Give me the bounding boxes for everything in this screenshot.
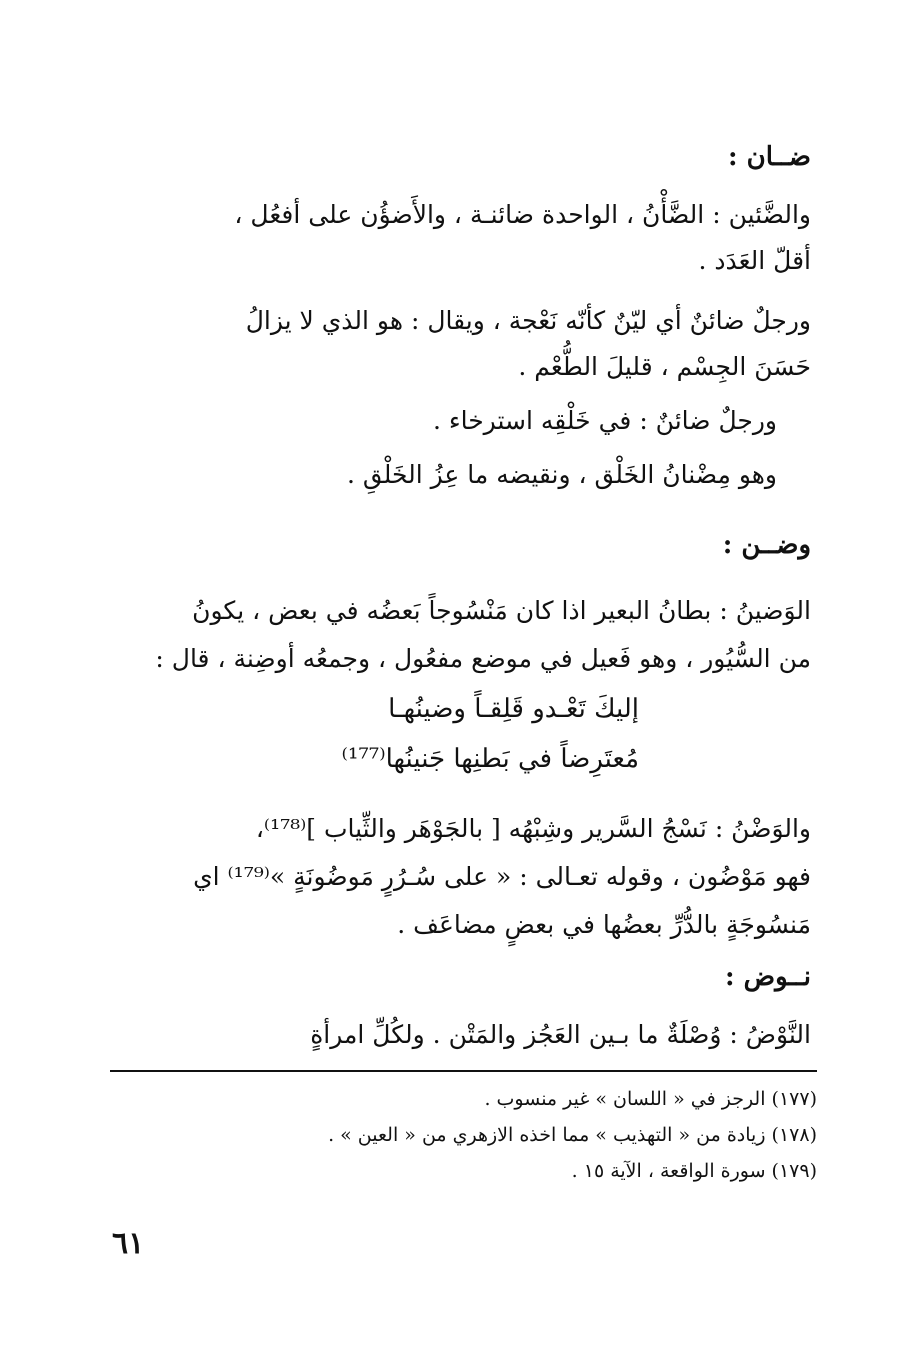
text-line: والضَّئين : الضَّأْنُ ، الواحدة ضائنـة ، والأَضؤُن على أفعُل ،	[234, 200, 811, 229]
text-line: فهو مَوْضُون ، وقوله تعـالى : « على سُـرُرٍ مَوضُونَةٍ »⁽¹⁷⁹⁾ اي	[193, 862, 811, 891]
text-line: ورجلٌ ضائنٌ : في خَلْقِه استرخاء .	[432, 406, 777, 435]
text-line: النَّوْضُ : وُصْلَةٌ ما بـين العَجُز والمَتْن . ولكُلِّ امرأةٍ	[310, 1020, 811, 1049]
footnote: (١٧٩) سورة الواقعة ، الآية ١٥ .	[571, 1160, 817, 1182]
verse-line: إليكَ تَعْـدو قَلِقـاً وضينُهـا	[388, 694, 639, 724]
text-line: والوَضْنُ : نَسْجُ السَّرير وشِبْهُه [ بالجَوْهَر والثِّياب ]⁽¹⁷⁸⁾،	[255, 814, 811, 843]
text-line: مَنسُوجَةٍ بالدُّرِّ بعضُها في بعضٍ مضاعَف .	[397, 910, 811, 939]
footnote: (١٧٨) زيادة من « التهذيب » مما اخذه الازهري من « العين » .	[328, 1124, 817, 1146]
text-line: من السُّيُور ، وهو فَعيل في موضع مفعُول ، وجمعُه أوضِنة ، قال :	[155, 644, 811, 673]
entry-heading-nawd: نــوض :	[725, 962, 811, 992]
verse-line: مُعتَرِضاً في بَطنِها جَنينُها⁽¹⁷⁷⁾	[341, 744, 639, 774]
entry-heading-daan: ضــان :	[728, 142, 811, 172]
entry-heading-wadan: وضــن :	[722, 530, 811, 560]
text-line: حَسَنَ الجِسْم ، قليلَ الطُّعْم .	[518, 352, 811, 381]
text-line: أقلّ العَدَد .	[698, 246, 811, 275]
text-line: الوَضينُ : بطانُ البعير اذا كان مَنْسُوجاً بَعضُه في بعض ، يكونُ	[192, 596, 811, 625]
text-line: ورجلٌ ضائنٌ أي ليّنٌ كأنّه نَعْجة ، ويقال : هو الذي لا يزالُ	[245, 306, 811, 335]
page-number: ٦١	[112, 1226, 145, 1261]
footnote: (١٧٧) الرجز في « اللسان » غير منسوب .	[484, 1088, 817, 1110]
text-line: وهو مِضْنانُ الخَلْق ، ونقيضه ما عِزُ الخَلْقِ .	[346, 460, 777, 489]
footnote-divider	[110, 1070, 817, 1072]
